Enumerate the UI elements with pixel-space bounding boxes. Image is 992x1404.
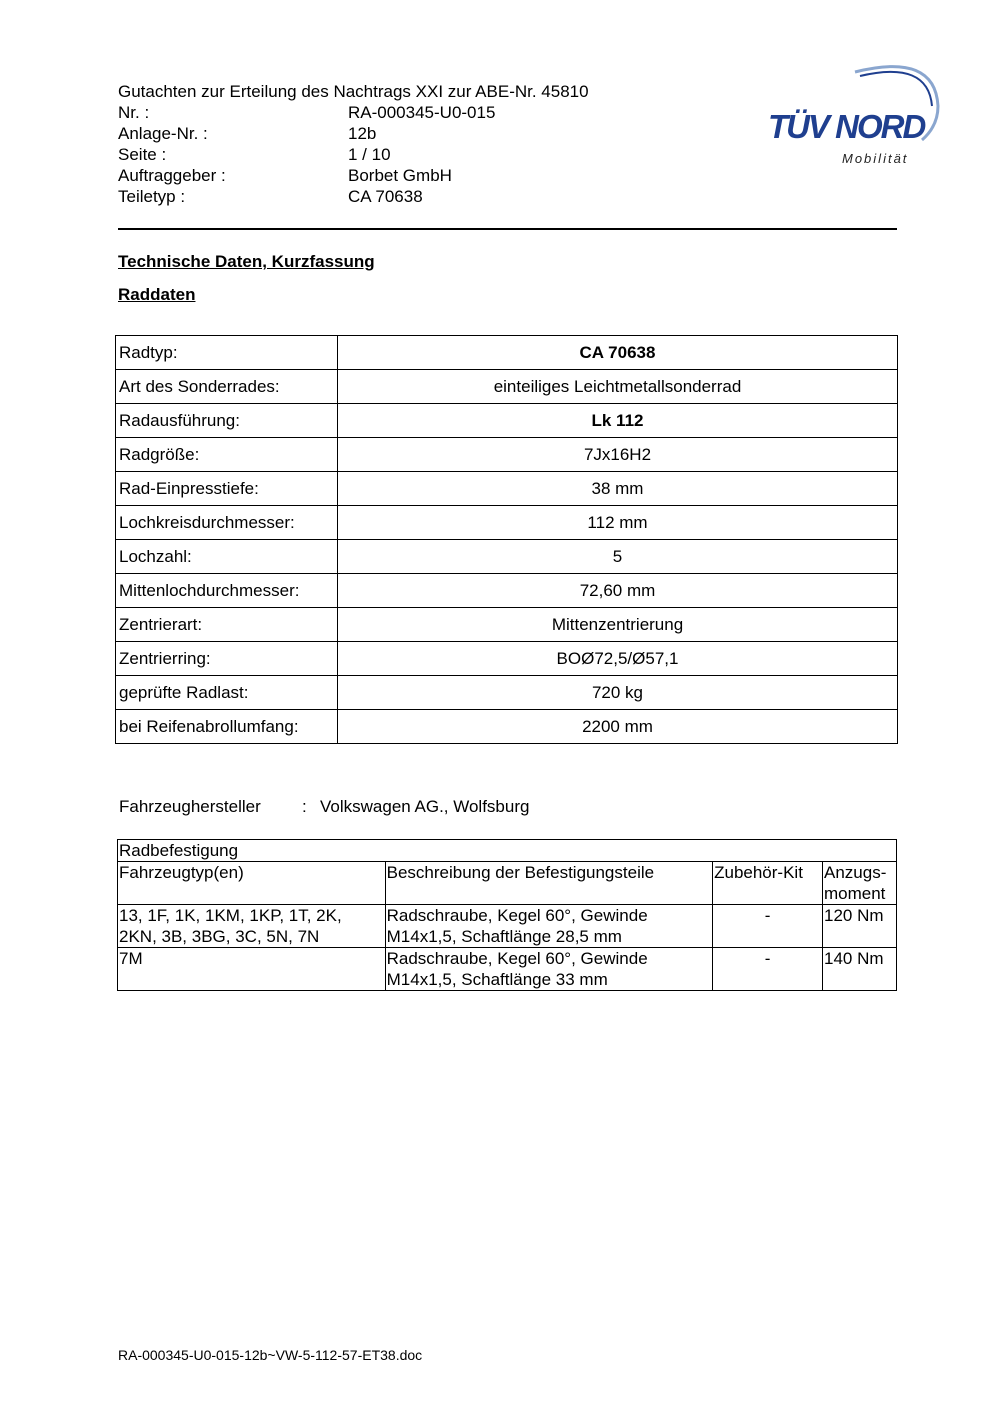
spec-label: bei Reifenabrollumfang: bbox=[116, 710, 338, 744]
spec-label: Lochkreisdurchmesser: bbox=[116, 506, 338, 540]
vehicle-types: 7M bbox=[118, 948, 386, 991]
table-row bbox=[116, 438, 898, 472]
fastening-header-row bbox=[118, 862, 897, 905]
column-header: Zubehör-Kit bbox=[713, 862, 823, 905]
table-row bbox=[116, 710, 898, 744]
spec-value: 2200 mm bbox=[338, 710, 898, 744]
header-label: Nr. : bbox=[118, 103, 150, 122]
spec-label: Art des Sonderrades: bbox=[116, 370, 338, 404]
accessory-kit: - bbox=[713, 948, 823, 991]
document-header bbox=[118, 81, 589, 207]
subsection-title: Raddaten bbox=[118, 285, 196, 304]
spec-value: 72,60 mm bbox=[338, 574, 898, 608]
table-row bbox=[116, 472, 898, 506]
fastening-title: Radbefestigung bbox=[118, 840, 897, 862]
spec-label: Mittenlochdurchmesser: bbox=[116, 574, 338, 608]
spec-label: Lochzahl: bbox=[116, 540, 338, 574]
header-label: Anlage-Nr. : bbox=[118, 124, 208, 143]
table-row bbox=[116, 540, 898, 574]
wheel-data-table bbox=[115, 335, 898, 744]
spec-value: CA 70638 bbox=[338, 336, 898, 370]
manufacturer-label: Fahrzeughersteller bbox=[119, 797, 261, 816]
column-header: Fahrzeugtyp(en) bbox=[118, 862, 386, 905]
header-value: Borbet GmbH bbox=[348, 166, 452, 185]
table-row bbox=[116, 608, 898, 642]
spec-value: 38 mm bbox=[338, 472, 898, 506]
header-field-seite bbox=[118, 144, 589, 165]
header-label: Auftraggeber : bbox=[118, 166, 226, 185]
logo-subtitle: Mobilität bbox=[842, 151, 909, 166]
header-divider bbox=[118, 228, 897, 230]
spec-label: Radgröße: bbox=[116, 438, 338, 472]
manufacturer-value: Volkswagen AG., Wolfsburg bbox=[320, 797, 530, 816]
spec-label: Radausführung: bbox=[116, 404, 338, 438]
header-label: Teiletyp : bbox=[118, 187, 186, 206]
table-row bbox=[116, 676, 898, 710]
table-row bbox=[118, 948, 897, 991]
accessory-kit: - bbox=[713, 905, 823, 948]
table-row bbox=[116, 642, 898, 676]
header-field-teiletyp bbox=[118, 186, 589, 207]
spec-value: BOØ72,5/Ø57,1 bbox=[338, 642, 898, 676]
spec-label: Rad-Einpresstiefe: bbox=[116, 472, 338, 506]
spec-value: 112 mm bbox=[338, 506, 898, 540]
tuv-nord-logo bbox=[760, 58, 950, 173]
spec-value: einteiliges Leichtmetallsonderrad bbox=[338, 370, 898, 404]
fastening-table bbox=[117, 839, 897, 991]
header-field-anlage bbox=[118, 123, 589, 144]
spec-value: 720 kg bbox=[338, 676, 898, 710]
report-title: Gutachten zur Erteilung des Nachtrags XXI zur ABE-Nr. 45810 bbox=[118, 82, 589, 101]
torque: 120 Nm bbox=[823, 905, 897, 948]
spec-label: geprüfte Radlast: bbox=[116, 676, 338, 710]
spec-label: Radtyp: bbox=[116, 336, 338, 370]
section-title: Technische Daten, Kurzfassung bbox=[118, 252, 375, 271]
spec-value: Mittenzentrierung bbox=[338, 608, 898, 642]
table-row bbox=[116, 370, 898, 404]
logo-brand: TÜV NORD bbox=[768, 108, 925, 145]
column-header: Anzugs- moment bbox=[823, 862, 897, 905]
header-value: 1 / 10 bbox=[348, 145, 391, 164]
table-row bbox=[116, 506, 898, 540]
fastening-title-row bbox=[118, 840, 897, 862]
header-field-auftraggeber bbox=[118, 165, 589, 186]
column-header: Beschreibung der Befestigungsteile bbox=[385, 862, 712, 905]
manufacturer-colon: : bbox=[302, 797, 307, 816]
document-filename: RA-000345-U0-015-12b~VW-5-112-57-ET38.doc bbox=[118, 1347, 423, 1363]
header-value: 12b bbox=[348, 124, 377, 143]
spec-label: Zentrierring: bbox=[116, 642, 338, 676]
table-row bbox=[118, 905, 897, 948]
fastening-description: Radschraube, Kegel 60°, Gewinde M14x1,5, Schaftlänge 33 mm bbox=[385, 948, 712, 991]
spec-label: Zentrierart: bbox=[116, 608, 338, 642]
spec-value: Lk 112 bbox=[338, 404, 898, 438]
torque: 140 Nm bbox=[823, 948, 897, 991]
table-row bbox=[116, 574, 898, 608]
header-value: RA-000345-U0-015 bbox=[348, 103, 496, 122]
table-row bbox=[116, 336, 898, 370]
header-field-nr bbox=[118, 102, 589, 123]
vehicle-types: 13, 1F, 1K, 1KM, 1KP, 1T, 2K, 2KN, 3B, 3BG, 3C, 5N, 7N bbox=[118, 905, 386, 948]
spec-value: 5 bbox=[338, 540, 898, 574]
vehicle-manufacturer bbox=[119, 797, 529, 817]
fastening-description: Radschraube, Kegel 60°, Gewinde M14x1,5, Schaftlänge 28,5 mm bbox=[385, 905, 712, 948]
table-row bbox=[116, 404, 898, 438]
header-value: CA 70638 bbox=[348, 187, 423, 206]
header-label: Seite : bbox=[118, 145, 167, 164]
spec-value: 7Jx16H2 bbox=[338, 438, 898, 472]
